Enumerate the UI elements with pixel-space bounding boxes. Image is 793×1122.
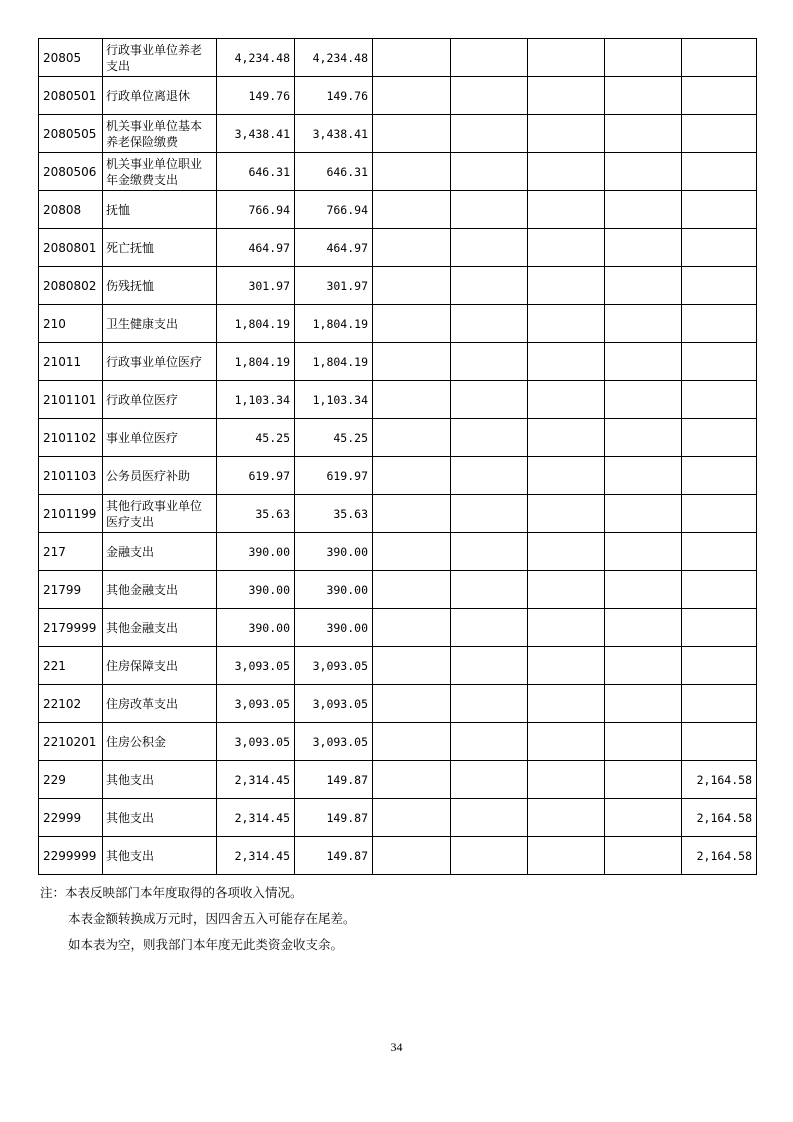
cell-empty [528,837,605,875]
cell-total: 646.31 [217,153,295,191]
cell-empty [605,343,682,381]
cell-code: 2080505 [39,115,103,153]
cell-empty [451,685,528,723]
cell-empty [605,191,682,229]
cell-empty [605,761,682,799]
cell-name: 伤残抚恤 [103,267,217,305]
cell-total: 766.94 [217,191,295,229]
cell-code: 2080801 [39,229,103,267]
cell-other [682,647,757,685]
cell-code: 2299999 [39,837,103,875]
cell-empty [373,761,451,799]
cell-name: 死亡抚恤 [103,229,217,267]
table-row [39,647,757,685]
cell-total: 35.63 [217,495,295,533]
cell-other [682,115,757,153]
cell-name: 机关事业单位职业年金缴费支出 [103,153,217,191]
cell-basic: 149.87 [295,837,373,875]
cell-empty [528,39,605,77]
cell-total: 3,438.41 [217,115,295,153]
cell-empty [528,609,605,647]
cell-basic: 464.97 [295,229,373,267]
cell-total: 4,234.48 [217,39,295,77]
cell-empty [451,457,528,495]
cell-empty [373,39,451,77]
cell-empty [605,381,682,419]
cell-name: 公务员医疗补助 [103,457,217,495]
cell-other [682,229,757,267]
cell-empty [605,571,682,609]
cell-empty [373,381,451,419]
cell-empty [373,609,451,647]
cell-empty [605,799,682,837]
cell-other [682,381,757,419]
cell-code: 2080802 [39,267,103,305]
cell-basic: 390.00 [295,609,373,647]
cell-basic: 301.97 [295,267,373,305]
cell-other [682,609,757,647]
cell-empty [605,495,682,533]
cell-empty [605,685,682,723]
cell-empty [528,77,605,115]
table-row [39,39,757,77]
cell-empty [373,647,451,685]
table-row [39,267,757,305]
cell-code: 2179999 [39,609,103,647]
table-row [39,153,757,191]
cell-empty [528,685,605,723]
cell-code: 2101102 [39,419,103,457]
cell-total: 2,314.45 [217,799,295,837]
cell-empty [373,457,451,495]
cell-empty [528,723,605,761]
cell-total: 1,804.19 [217,305,295,343]
table-row [39,191,757,229]
cell-empty [451,609,528,647]
cell-name: 住房保障支出 [103,647,217,685]
cell-empty [373,229,451,267]
cell-name: 行政单位离退休 [103,77,217,115]
cell-code: 221 [39,647,103,685]
note-line: 注：本表反映部门本年度取得的各项收入情况。 [40,885,303,900]
cell-other [682,343,757,381]
cell-other [682,419,757,457]
cell-empty [373,115,451,153]
cell-other [682,153,757,191]
cell-empty [451,761,528,799]
cell-other: 2,164.58 [682,837,757,875]
cell-code: 21799 [39,571,103,609]
cell-basic: 149.87 [295,799,373,837]
cell-empty [451,799,528,837]
cell-empty [528,533,605,571]
table-row [39,343,757,381]
cell-empty [451,837,528,875]
cell-basic: 766.94 [295,191,373,229]
cell-empty [528,229,605,267]
cell-empty [605,229,682,267]
cell-code: 21011 [39,343,103,381]
cell-total: 3,093.05 [217,647,295,685]
cell-basic: 390.00 [295,571,373,609]
cell-other [682,39,757,77]
cell-empty [605,39,682,77]
cell-empty [451,647,528,685]
cell-code: 2080501 [39,77,103,115]
cell-code: 2080506 [39,153,103,191]
cell-code: 229 [39,761,103,799]
cell-empty [605,267,682,305]
cell-other [682,305,757,343]
cell-empty [451,723,528,761]
budget-table [38,38,757,875]
table-row [39,609,757,647]
cell-empty [528,799,605,837]
cell-empty [373,685,451,723]
cell-empty [373,419,451,457]
table-row [39,761,757,799]
cell-name: 卫生健康支出 [103,305,217,343]
cell-name: 其他支出 [103,799,217,837]
cell-empty [451,39,528,77]
cell-code: 210 [39,305,103,343]
cell-empty [451,343,528,381]
cell-empty [528,381,605,419]
table-notes [40,880,356,958]
cell-total: 45.25 [217,419,295,457]
cell-empty [605,837,682,875]
cell-other [682,457,757,495]
cell-empty [451,381,528,419]
note-line: 本表金额转换成万元时，因四舍五入可能存在尾差。 [68,911,356,926]
cell-other [682,77,757,115]
cell-other [682,533,757,571]
cell-name: 其他支出 [103,761,217,799]
cell-basic: 390.00 [295,533,373,571]
cell-empty [605,609,682,647]
cell-code: 22102 [39,685,103,723]
table-row [39,419,757,457]
cell-total: 2,314.45 [217,837,295,875]
cell-basic: 1,804.19 [295,343,373,381]
cell-basic: 1,103.34 [295,381,373,419]
cell-name: 住房公积金 [103,723,217,761]
cell-basic: 3,093.05 [295,723,373,761]
cell-other [682,191,757,229]
cell-empty [528,191,605,229]
cell-empty [528,115,605,153]
cell-other [682,685,757,723]
cell-empty [605,647,682,685]
cell-name: 行政单位医疗 [103,381,217,419]
cell-basic: 149.76 [295,77,373,115]
cell-name: 抚恤 [103,191,217,229]
cell-total: 301.97 [217,267,295,305]
cell-total: 390.00 [217,609,295,647]
table-row [39,799,757,837]
cell-empty [373,495,451,533]
cell-basic: 3,438.41 [295,115,373,153]
table-row [39,837,757,875]
cell-empty [528,305,605,343]
table-row [39,305,757,343]
cell-empty [605,115,682,153]
cell-basic: 1,804.19 [295,305,373,343]
cell-empty [373,533,451,571]
page-number: 34 [390,1040,403,1054]
cell-basic: 149.87 [295,761,373,799]
cell-empty [528,419,605,457]
cell-empty [451,533,528,571]
cell-empty [373,723,451,761]
cell-empty [373,267,451,305]
table-row [39,381,757,419]
cell-empty [528,761,605,799]
cell-code: 20808 [39,191,103,229]
table-row [39,685,757,723]
cell-other [682,571,757,609]
cell-empty [528,153,605,191]
cell-empty [605,723,682,761]
cell-empty [373,837,451,875]
budget-table-body [39,39,757,875]
cell-empty [373,799,451,837]
cell-total: 3,093.05 [217,723,295,761]
cell-total: 390.00 [217,571,295,609]
cell-name: 住房改革支出 [103,685,217,723]
cell-empty [373,343,451,381]
cell-empty [451,115,528,153]
cell-code: 2101103 [39,457,103,495]
table-row [39,495,757,533]
table-row [39,229,757,267]
cell-total: 390.00 [217,533,295,571]
cell-basic: 646.31 [295,153,373,191]
cell-basic: 4,234.48 [295,39,373,77]
cell-total: 149.76 [217,77,295,115]
cell-empty [451,419,528,457]
cell-empty [451,153,528,191]
cell-code: 20805 [39,39,103,77]
cell-name: 其他行政事业单位医疗支出 [103,495,217,533]
table-row [39,115,757,153]
table-row [39,77,757,115]
cell-empty [528,571,605,609]
cell-name: 金融支出 [103,533,217,571]
cell-empty [451,571,528,609]
cell-name: 其他金融支出 [103,609,217,647]
cell-empty [451,305,528,343]
cell-basic: 35.63 [295,495,373,533]
cell-total: 1,103.34 [217,381,295,419]
cell-empty [528,267,605,305]
cell-empty [373,153,451,191]
cell-empty [451,267,528,305]
cell-total: 3,093.05 [217,685,295,723]
cell-total: 2,314.45 [217,761,295,799]
cell-other [682,495,757,533]
cell-name: 机关事业单位基本养老保险缴费 [103,115,217,153]
cell-empty [605,457,682,495]
table-row [39,457,757,495]
cell-other: 2,164.58 [682,799,757,837]
cell-empty [605,305,682,343]
cell-empty [451,191,528,229]
cell-empty [528,647,605,685]
cell-basic: 45.25 [295,419,373,457]
table-row [39,533,757,571]
cell-other [682,723,757,761]
cell-empty [528,457,605,495]
cell-code: 217 [39,533,103,571]
cell-empty [528,343,605,381]
cell-other [682,267,757,305]
cell-basic: 619.97 [295,457,373,495]
cell-empty [451,77,528,115]
cell-empty [605,419,682,457]
cell-total: 1,804.19 [217,343,295,381]
cell-basic: 3,093.05 [295,685,373,723]
cell-total: 619.97 [217,457,295,495]
table-row [39,723,757,761]
cell-other: 2,164.58 [682,761,757,799]
cell-total: 464.97 [217,229,295,267]
cell-empty [451,495,528,533]
cell-code: 22999 [39,799,103,837]
table-row [39,571,757,609]
cell-empty [605,77,682,115]
cell-empty [373,571,451,609]
cell-empty [605,153,682,191]
cell-code: 2210201 [39,723,103,761]
cell-basic: 3,093.05 [295,647,373,685]
cell-code: 2101101 [39,381,103,419]
cell-empty [373,191,451,229]
cell-name: 事业单位医疗 [103,419,217,457]
cell-empty [528,495,605,533]
cell-name: 其他支出 [103,837,217,875]
cell-empty [605,533,682,571]
note-line: 如本表为空，则我部门本年度无此类资金收支余。 [68,937,344,952]
cell-empty [373,305,451,343]
cell-name: 行政事业单位医疗 [103,343,217,381]
cell-name: 其他金融支出 [103,571,217,609]
cell-empty [373,77,451,115]
cell-code: 2101199 [39,495,103,533]
cell-empty [451,229,528,267]
cell-name: 行政事业单位养老支出 [103,39,217,77]
